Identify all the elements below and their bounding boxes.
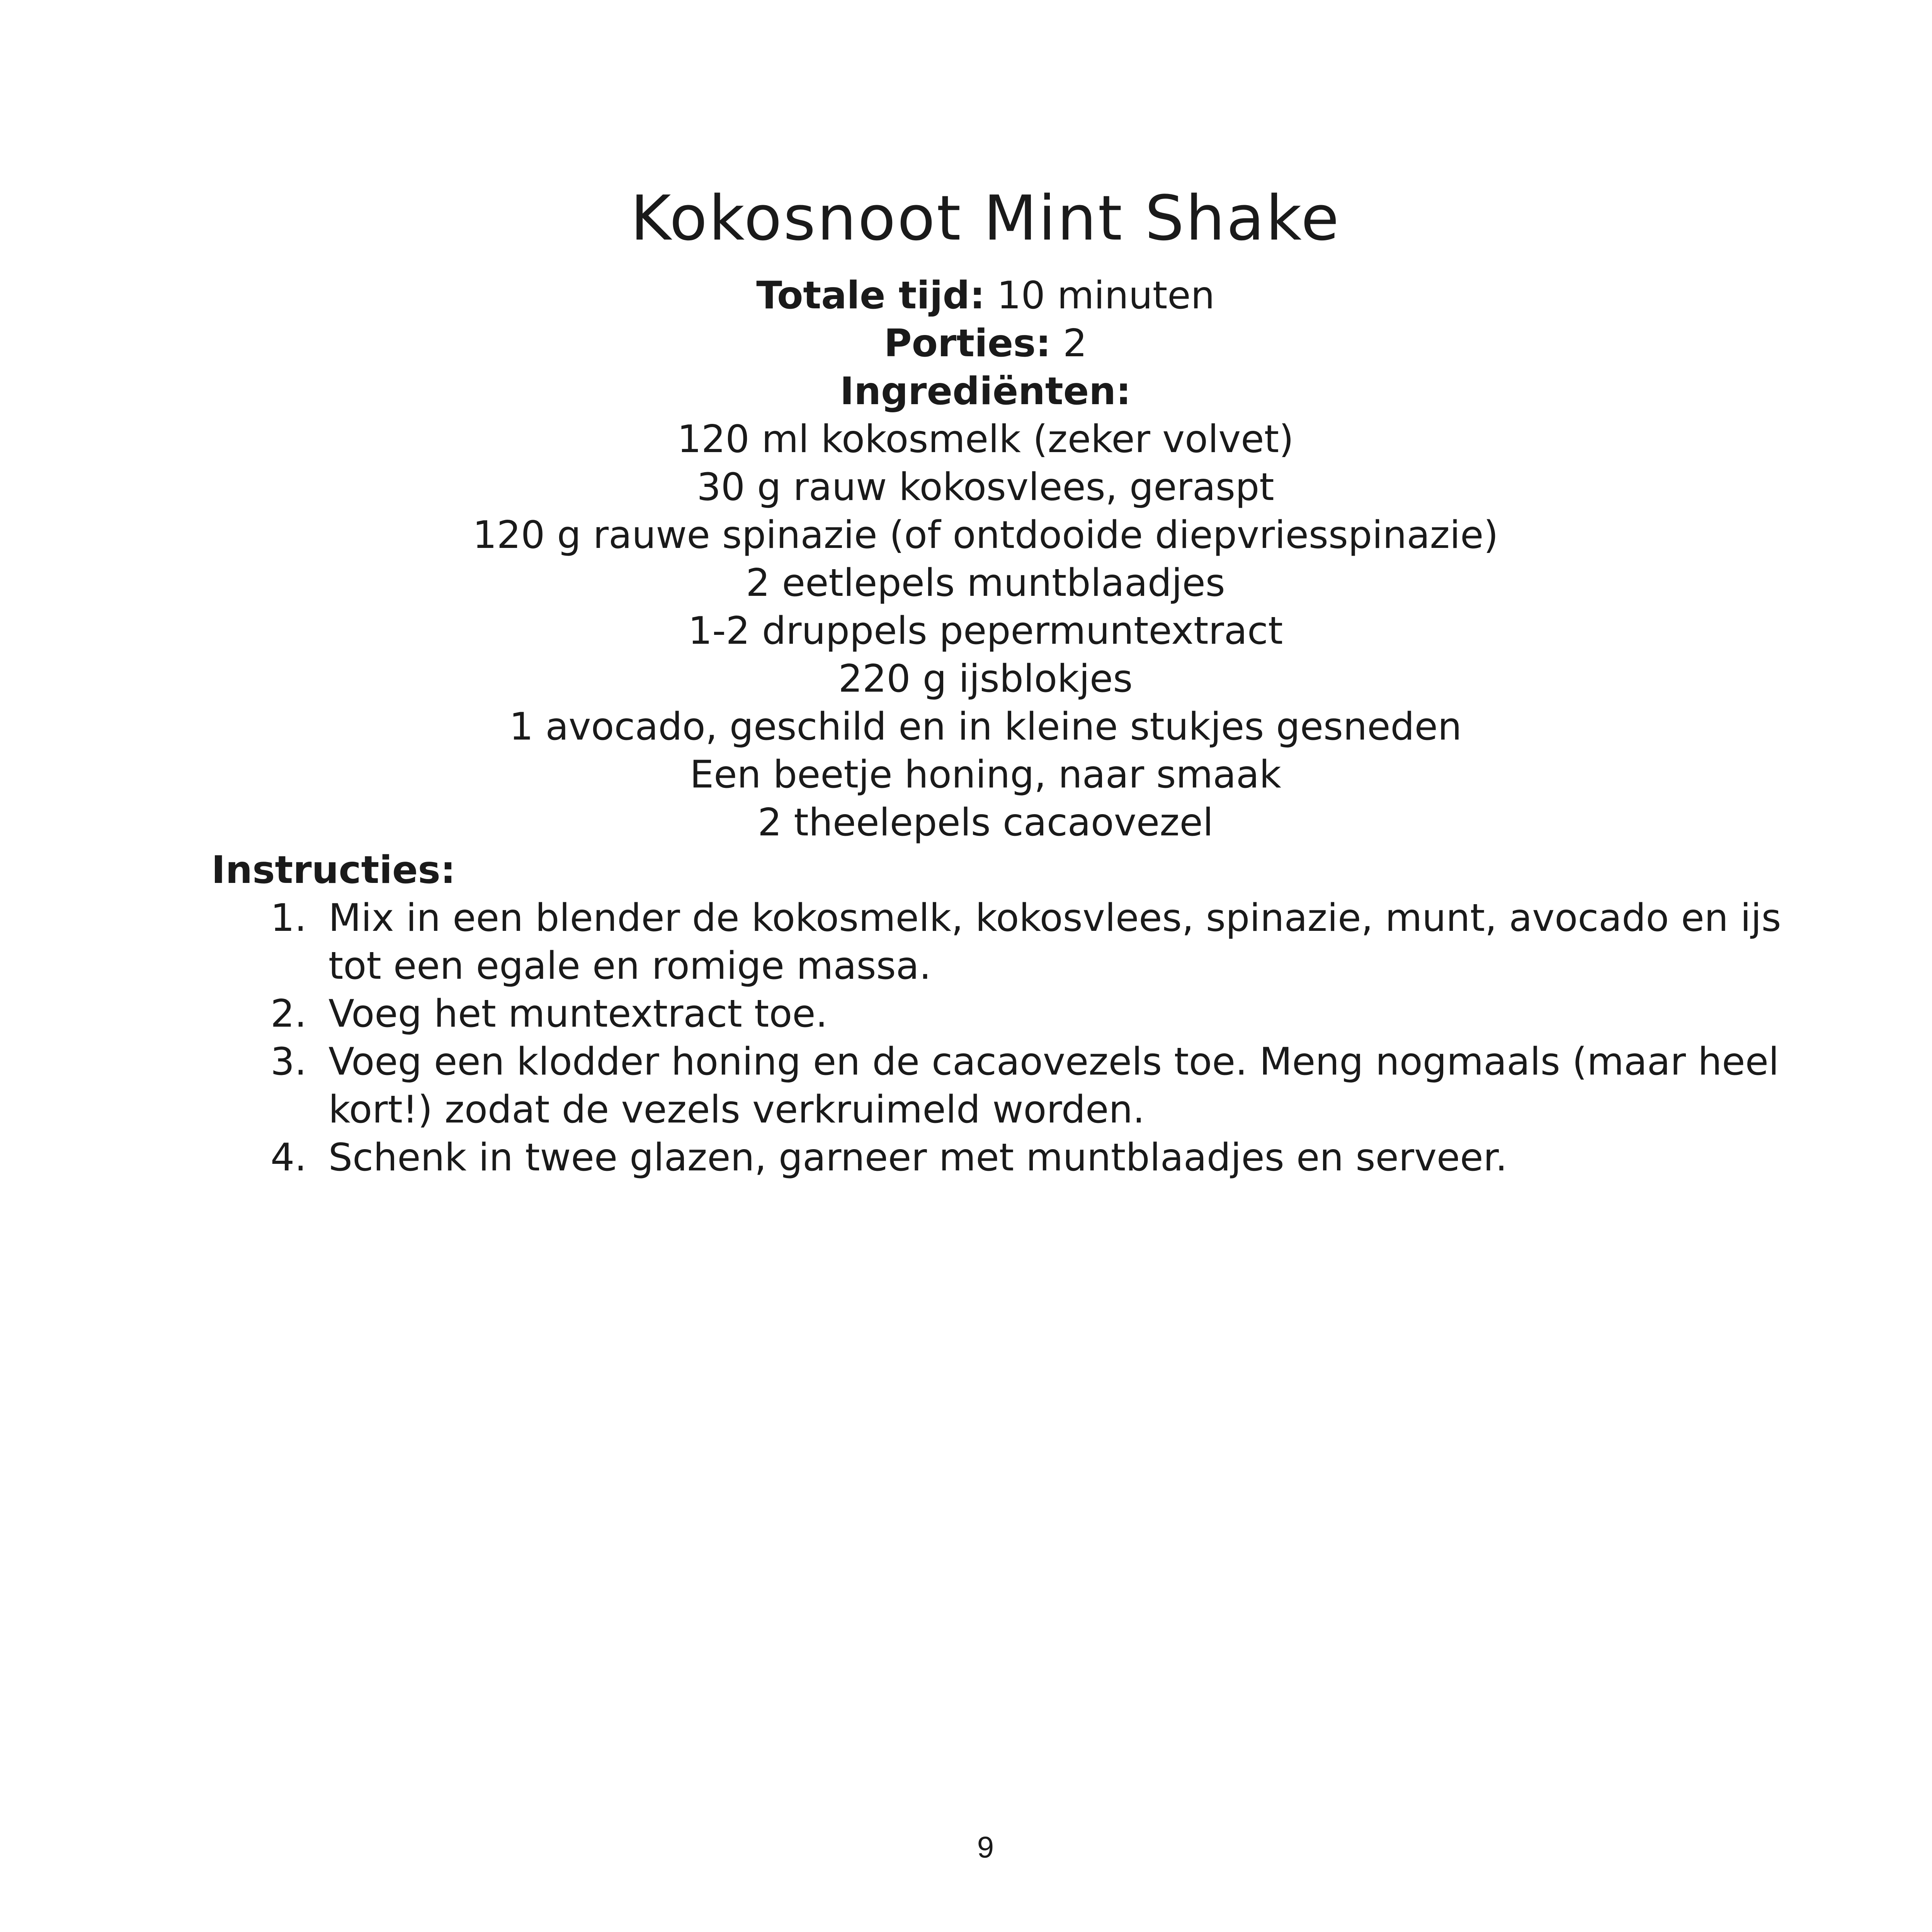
step-number: 4. xyxy=(270,1136,307,1180)
recipe-meta xyxy=(0,272,1932,415)
instruction-step xyxy=(0,1038,1843,1134)
ingredient-item: 120 ml kokosmelk (zeker volvet) xyxy=(677,417,1294,461)
page-number: 9 xyxy=(977,1830,994,1864)
step-text: Schenk in twee glazen, garneer met muntblaadjes en serveer. xyxy=(328,1136,1508,1180)
instruction-step xyxy=(0,990,1843,1038)
total-time-label: Totale tijd: xyxy=(756,274,985,318)
step-number: 2. xyxy=(270,992,307,1036)
step-text: Mix in een blender de kokosmelk, kokosvlees, spinazie, munt, avocado en ijs tot een egale en romige massa. xyxy=(328,896,1781,988)
ingredient-item: 220 g ijsblokjes xyxy=(838,657,1133,701)
total-time-value: 10 minuten xyxy=(997,274,1215,318)
total-time-row xyxy=(0,272,1932,320)
ingredients-heading: Ingrediënten: xyxy=(840,369,1131,413)
step-text: Voeg het muntextract toe. xyxy=(328,992,828,1036)
ingredient-item: 1-2 druppels pepermuntextract xyxy=(688,609,1283,653)
ingredient-item: 120 g rauwe spinazie (of ontdooide diepvriesspinazie) xyxy=(473,513,1498,557)
instructions-list xyxy=(0,894,1932,1182)
recipe-title: Kokosnoot Mint Shake xyxy=(630,182,1341,254)
servings-label: Porties: xyxy=(884,321,1051,366)
instruction-step xyxy=(0,894,1843,990)
servings-row xyxy=(0,320,1932,367)
step-number: 1. xyxy=(270,896,307,940)
step-text: Voeg een klodder honing en de cacaovezels toe. Meng nogmaals (maar heel kort!) zodat de vezels verkruimeld worden. xyxy=(328,1040,1779,1132)
step-number: 3. xyxy=(270,1040,307,1084)
ingredient-item: 30 g rauw kokosvlees, geraspt xyxy=(697,465,1274,509)
ingredients-list xyxy=(0,415,1932,847)
ingredient-item: 2 theelepels cacaovezel xyxy=(757,801,1214,845)
ingredient-item: Een beetje honing, naar smaak xyxy=(690,753,1281,797)
ingredient-item: 1 avocado, geschild en in kleine stukjes gesneden xyxy=(509,705,1462,749)
instructions-heading: Instructies: xyxy=(211,848,456,892)
servings-value: 2 xyxy=(1063,321,1087,366)
instruction-step xyxy=(0,1134,1843,1182)
ingredient-item: 2 eetlepels muntblaadjes xyxy=(746,561,1225,605)
